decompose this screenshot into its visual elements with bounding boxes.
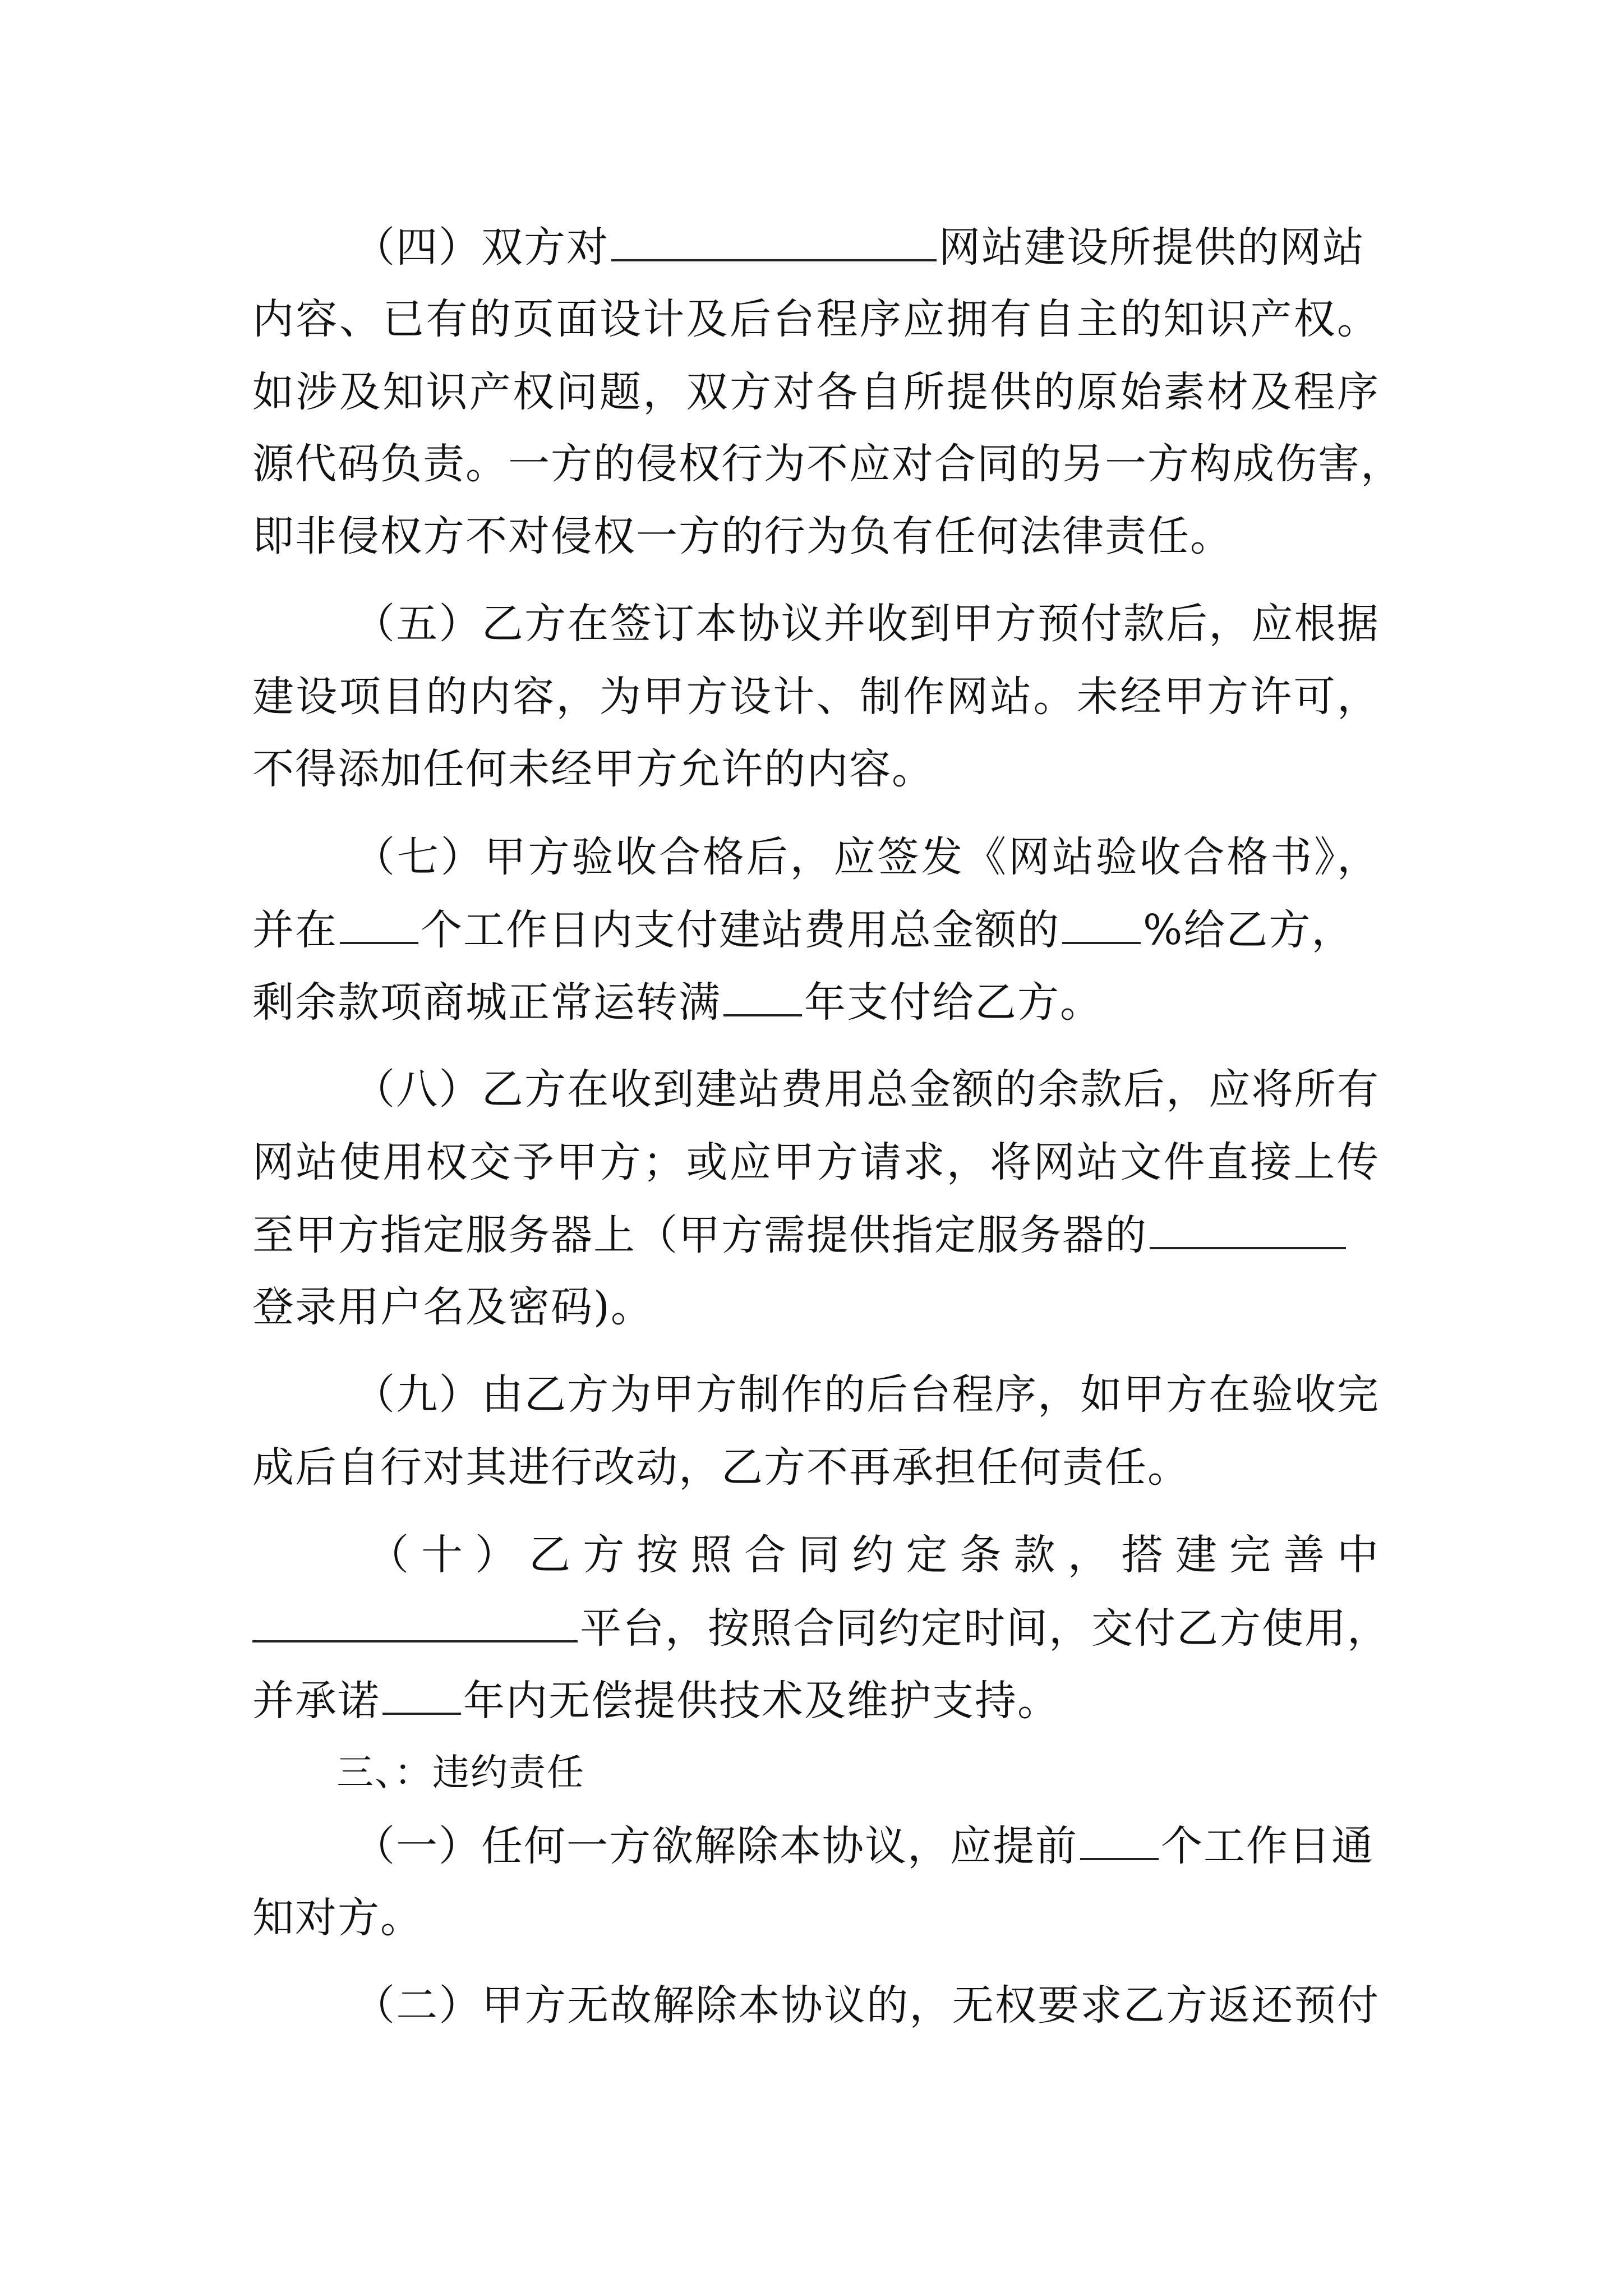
clause-7-line-1: （七）甲方验收合格后，应签发《网站验收合格书》， [353,833,1380,881]
clause-4-text-a: （四）双方对 [353,223,609,272]
clause-4-line-4: 源代码负责。一方的侵权行为不应对合同的另一方构成伤害， [252,440,1403,488]
clause-8-line-2: 网站使用权交予甲方；或应甲方请求，将网站文件直接上传 [252,1138,1380,1186]
section-3-clause-2-line-1: （二）甲方无故解除本协议的，无权要求乙方返还预付 [353,1981,1380,2030]
section-3-clause-1-text-b: 个工作日通 [1161,1822,1374,1870]
fill-blank [252,1600,578,1642]
clause-7-text-a: 并在 [252,906,338,954]
fill-blank [1150,1207,1346,1249]
clause-7-text-b: 个工作日内支付建站费用总金额的 [421,906,1060,954]
clause-7-text-d: 剩余款项商城正常运转满 [252,978,721,1027]
fill-blank [723,974,802,1016]
clause-10-line-1: （十）乙方按照合同约定条款，搭建完善中 [367,1531,1380,1579]
section-3-clause-1-text-a: （一）任何一方欲解除本协议，应提前 [353,1822,1078,1870]
clause-7-line-2 [252,901,1354,958]
fill-blank [1080,1818,1159,1860]
fill-blank [382,1672,461,1715]
clause-10-text-c: 并承诺 [252,1677,380,1725]
section-3-clause-1-line-2: 知对方。 [252,1894,423,1942]
clause-9-line-1: （九）由乙方为甲方制作的后台程序，如甲方在验收完 [353,1370,1380,1419]
clause-10-text-b: 平台，按照合同约定时间，交付乙方使用， [580,1604,1390,1653]
clause-4-text-b: 网站建设所提供的网站 [939,223,1365,272]
clause-10-line-3 [252,1672,1060,1728]
clause-10-text-d: 年内无偿提供技术及维护支持。 [463,1677,1060,1725]
clause-8-line-3 [252,1207,1348,1263]
clause-8-line-4: 登录用户名及密码)。 [252,1283,653,1331]
clause-4-line-3: 如涉及知识产权问题，双方对各自所提供的原始素材及程序 [252,368,1380,416]
clause-7-text-e: 年支付给乙方。 [804,978,1103,1027]
clause-5-line-2: 建设项目的内容，为甲方设计、制作网站。未经甲方许可， [252,673,1380,721]
section-3-heading: 三、：违约责任 [336,1751,585,1794]
clause-8-text-a: 至甲方指定服务器上（甲方需提供指定服务器的 [252,1211,1147,1259]
clause-10-line-2 [252,1600,1390,1656]
clause-5-line-1: （五）乙方在签订本协议并收到甲方预付款后，应根据 [353,600,1380,648]
fill-blank [1062,901,1141,944]
fill-blank [611,219,937,261]
clause-7-text-c: %给乙方， [1143,906,1354,954]
fill-blank [340,901,418,944]
clause-4-line-1 [353,219,1365,275]
clause-4-line-2: 内容、已有的页面设计及后台程序应拥有自主的知识产权。 [252,295,1380,343]
clause-4-line-5: 即非侵权方不对侵权一方的行为负有任何法律责任。 [252,512,1233,560]
section-3-clause-1-line-1 [353,1818,1374,1874]
clause-5-line-3: 不得添加任何未经甲方允许的内容。 [252,745,934,793]
clause-8-line-1: （八）乙方在收到建站费用总金额的余款后，应将所有 [353,1065,1380,1114]
clause-9-line-2: 成后自行对其进行改动，乙方不再承担任何责任。 [252,1443,1190,1492]
clause-7-line-3 [252,974,1103,1030]
